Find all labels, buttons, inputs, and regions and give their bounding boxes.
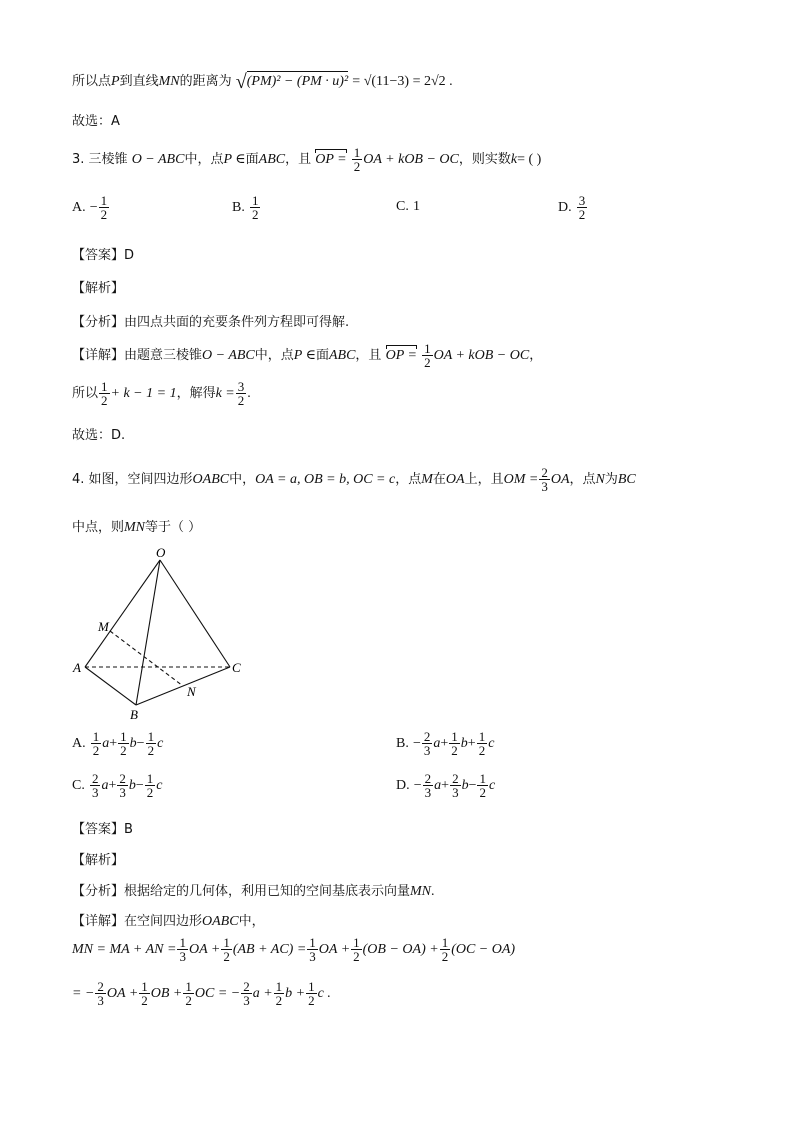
sign: + xyxy=(467,736,476,751)
tetrahedron-figure xyxy=(70,545,250,725)
vector-term: c xyxy=(156,778,163,793)
text: ，且 xyxy=(285,152,312,167)
q3-option-b[interactable] xyxy=(232,194,261,221)
eq-part: (OC − OA) xyxy=(451,942,516,957)
q3-analysis-title: 【解析】 xyxy=(72,281,125,296)
sign: − xyxy=(135,778,144,793)
edge-ab xyxy=(85,667,136,705)
option-label: C. xyxy=(72,778,85,793)
q4-answer: 【答案】B xyxy=(72,822,133,837)
vector-mn: MN xyxy=(410,884,432,899)
fraction: $\frac{1}{2}$ xyxy=(451,729,458,758)
fraction: $\frac{2}{3}$ xyxy=(243,979,250,1008)
q4-stem xyxy=(72,466,636,493)
text: 面 xyxy=(315,348,329,363)
option-label: D. xyxy=(558,200,572,215)
distance-result: = √(11−3) = 2√2 . xyxy=(352,74,453,89)
edge-ob xyxy=(136,560,160,705)
vector-oa: OA xyxy=(550,472,570,487)
sign: + xyxy=(109,736,118,751)
text: 【详解】由题意三棱锥 xyxy=(72,348,203,363)
fraction: $\frac{3}{2}$ xyxy=(578,193,586,222)
text: 所以点 xyxy=(72,74,112,89)
fraction: $\frac{1}{2}$ xyxy=(147,729,155,758)
vector-term: c xyxy=(488,736,495,751)
vector-om: OM = xyxy=(503,472,539,487)
text: 【详解】在空间四边形 xyxy=(72,914,203,929)
q4-equation-2 xyxy=(72,980,331,1007)
text: ，且 xyxy=(355,348,382,363)
q4-option-d[interactable] xyxy=(396,772,495,799)
fraction: $\frac{2}{3}$ xyxy=(541,465,548,494)
eq-part: OA + xyxy=(318,942,351,957)
vector-term: b xyxy=(128,778,136,793)
math-p: P xyxy=(111,74,120,89)
option-label: C. xyxy=(396,199,409,214)
eq-part: MN = MA + AN = xyxy=(72,942,177,957)
sign: + xyxy=(440,736,449,751)
q4-stem-line2 xyxy=(72,516,201,536)
fraction: $\frac{1}{2}$ xyxy=(251,193,259,222)
text: 等于（ ） xyxy=(145,520,202,535)
fraction: $\frac{2}{3}$ xyxy=(424,771,432,800)
eq-part: OA + xyxy=(188,942,221,957)
q3-detail xyxy=(72,342,542,369)
option-value: 1 xyxy=(412,199,420,214)
math-plane: ABC xyxy=(328,348,356,363)
fraction: $\frac{1}{2}$ xyxy=(478,729,486,758)
eq-part: = − xyxy=(72,986,95,1001)
vector-term: b xyxy=(460,736,468,751)
math-tetra: O − ABC xyxy=(131,152,185,167)
text: 中点，则 xyxy=(72,520,125,535)
math-n: N xyxy=(595,472,605,487)
math-m: M xyxy=(421,472,433,487)
fraction: $\frac{2}{3}$ xyxy=(423,729,431,758)
label-o: O xyxy=(156,545,166,560)
option-label: A. xyxy=(72,200,86,215)
q3-stem xyxy=(72,146,541,173)
text: 中， xyxy=(229,472,256,487)
math-cond: P ∈ xyxy=(293,348,316,363)
vector-term: c xyxy=(157,736,164,751)
q4-option-c[interactable] xyxy=(72,772,163,799)
q4-equation-1 xyxy=(72,936,515,963)
eq-part: OA + xyxy=(106,986,139,1001)
eq-part: OB + xyxy=(150,986,183,1001)
q4-detail xyxy=(72,910,265,930)
fraction: $\frac{1}{2}$ xyxy=(275,979,283,1008)
fraction: $\frac{1}{2}$ xyxy=(92,729,100,758)
text: ，点 xyxy=(569,472,596,487)
vector-term: a xyxy=(102,736,110,751)
eq-part: c . xyxy=(317,986,331,1001)
q3-option-c[interactable] xyxy=(396,199,420,215)
sign: − xyxy=(89,200,98,215)
edge-oa xyxy=(85,560,160,667)
sign: − xyxy=(468,778,477,793)
text: 中，点 xyxy=(254,348,294,363)
fraction: $\frac{1}{2}$ xyxy=(100,193,108,222)
eq-part: (OB − OA) + xyxy=(362,942,439,957)
sign: − xyxy=(413,778,422,793)
text: ，则实数 xyxy=(458,152,511,167)
text: 3. 三棱锥 xyxy=(72,152,128,167)
label-b: B xyxy=(130,707,138,722)
vector-term: a xyxy=(101,778,109,793)
text: 中，点 xyxy=(184,152,224,167)
text: 在 xyxy=(432,472,446,487)
vector-sum: OA + kOB − OC xyxy=(363,152,459,167)
fraction: $\frac{1}{2}$ xyxy=(308,979,315,1008)
fraction: $\frac{2}{3}$ xyxy=(119,771,126,800)
text: = ( ) xyxy=(517,152,542,167)
math-k: k = xyxy=(215,386,235,401)
fraction: $\frac{1}{2}$ xyxy=(353,935,360,964)
sign: + xyxy=(441,778,450,793)
text: 上，且 xyxy=(464,472,504,487)
fraction: $\frac{1}{2}$ xyxy=(223,935,230,964)
sign: − xyxy=(136,736,145,751)
label-a: A xyxy=(73,660,81,675)
text: . xyxy=(431,884,435,899)
vector-term: b xyxy=(461,778,469,793)
q3-choose: 故选：D. xyxy=(72,428,126,443)
sign: − xyxy=(412,736,421,751)
sqrt-sign: √ xyxy=(235,71,247,93)
fraction: $\frac{1}{3}$ xyxy=(179,935,186,964)
math-quad: OABC xyxy=(202,914,239,929)
text: ，点 xyxy=(395,472,422,487)
math-oa: OA xyxy=(445,472,465,487)
text: 【分析】根据给定的几何体，利用已知的空间基底表示向量 xyxy=(72,884,411,899)
option-label: D. xyxy=(396,778,410,793)
eq-part: OC = − xyxy=(194,986,241,1001)
text: 所以 xyxy=(72,386,99,401)
vector-defs: OA = a, OB = b, OC = c xyxy=(255,472,396,487)
fraction: $\frac{1}{3}$ xyxy=(309,935,316,964)
edge-oc xyxy=(160,560,230,667)
sign: + xyxy=(108,778,117,793)
option-label: B. xyxy=(396,736,409,751)
fraction: $\frac{1}{2}$ xyxy=(185,979,192,1008)
math-tetra: O − ABC xyxy=(202,348,255,363)
text: ， xyxy=(529,348,543,363)
fraction: $\frac{2}{3}$ xyxy=(97,979,104,1008)
q3-option-d[interactable] xyxy=(558,194,588,221)
eq-part: a + xyxy=(252,986,273,1001)
fraction: $\frac{1}{2}$ xyxy=(120,729,127,758)
fraction: $\frac{1}{2}$ xyxy=(146,771,154,800)
option-label: B. xyxy=(232,200,245,215)
q3-answer: 【答案】D xyxy=(72,248,135,263)
q4-analysis xyxy=(72,880,435,900)
vector-term: c xyxy=(488,778,496,793)
math-bc: BC xyxy=(617,472,636,487)
eq-part: b + xyxy=(285,986,306,1001)
text: ，解得 xyxy=(176,386,216,401)
fraction: $\frac{1}{2}$ xyxy=(424,341,431,370)
label-m: M xyxy=(98,619,109,634)
fraction: $\frac{1}{2}$ xyxy=(353,145,361,174)
vector-mn: MN xyxy=(124,520,146,535)
fraction: $\frac{1}{2}$ xyxy=(441,935,449,964)
fraction: $\frac{1}{2}$ xyxy=(141,979,148,1008)
sqrt-expression: (PM)² − (PM · u)² xyxy=(247,71,348,89)
text: 为 xyxy=(604,472,618,487)
fraction: $\frac{2}{3}$ xyxy=(452,771,459,800)
fraction: $\frac{1}{2}$ xyxy=(101,379,108,408)
vector-term: a xyxy=(434,778,442,793)
vector-op: OP = xyxy=(385,348,417,363)
q3-analysis: 【分析】由四点共面的充要条件列方程即可得解. xyxy=(72,315,350,330)
text: 到直线 xyxy=(119,74,159,89)
option-label: A. xyxy=(72,736,86,751)
vector-term: b xyxy=(129,736,137,751)
fraction: $\frac{1}{2}$ xyxy=(479,771,486,800)
vector-op: OP = xyxy=(315,152,347,167)
math-mn: MN xyxy=(158,74,180,89)
text: 的距离为 xyxy=(179,74,232,89)
distance-line xyxy=(72,70,453,94)
math-quad: OABC xyxy=(192,472,230,487)
math-k: k xyxy=(510,152,518,167)
vector-sum: OA + kOB − OC xyxy=(433,348,530,363)
label-c: C xyxy=(232,660,241,675)
q3-option-a[interactable] xyxy=(72,194,110,221)
fraction: $\frac{3}{2}$ xyxy=(237,379,245,408)
q4-analysis-title: 【解析】 xyxy=(72,853,125,868)
label-n: N xyxy=(187,684,196,699)
text: 面 xyxy=(245,152,259,167)
math-cond: P ∈ xyxy=(223,152,246,167)
fraction: $\frac{2}{3}$ xyxy=(91,771,99,800)
equation: + k − 1 = 1 xyxy=(110,386,177,401)
text: 4. 如图，空间四边形 xyxy=(72,472,193,487)
math-plane: ABC xyxy=(258,152,286,167)
q3-solution: 所以 $\frac{1}{2}$ + k − 1 = 1，解得k = $\frac{3}{2}$ . xyxy=(72,379,251,408)
q4-option-a[interactable] xyxy=(72,730,163,757)
answer-prev: 故选：A xyxy=(72,114,120,129)
eq-part: (AB + AC) = xyxy=(232,942,307,957)
vector-term: a xyxy=(433,736,441,751)
text: 中， xyxy=(238,914,265,929)
q4-option-b[interactable] xyxy=(396,730,494,757)
